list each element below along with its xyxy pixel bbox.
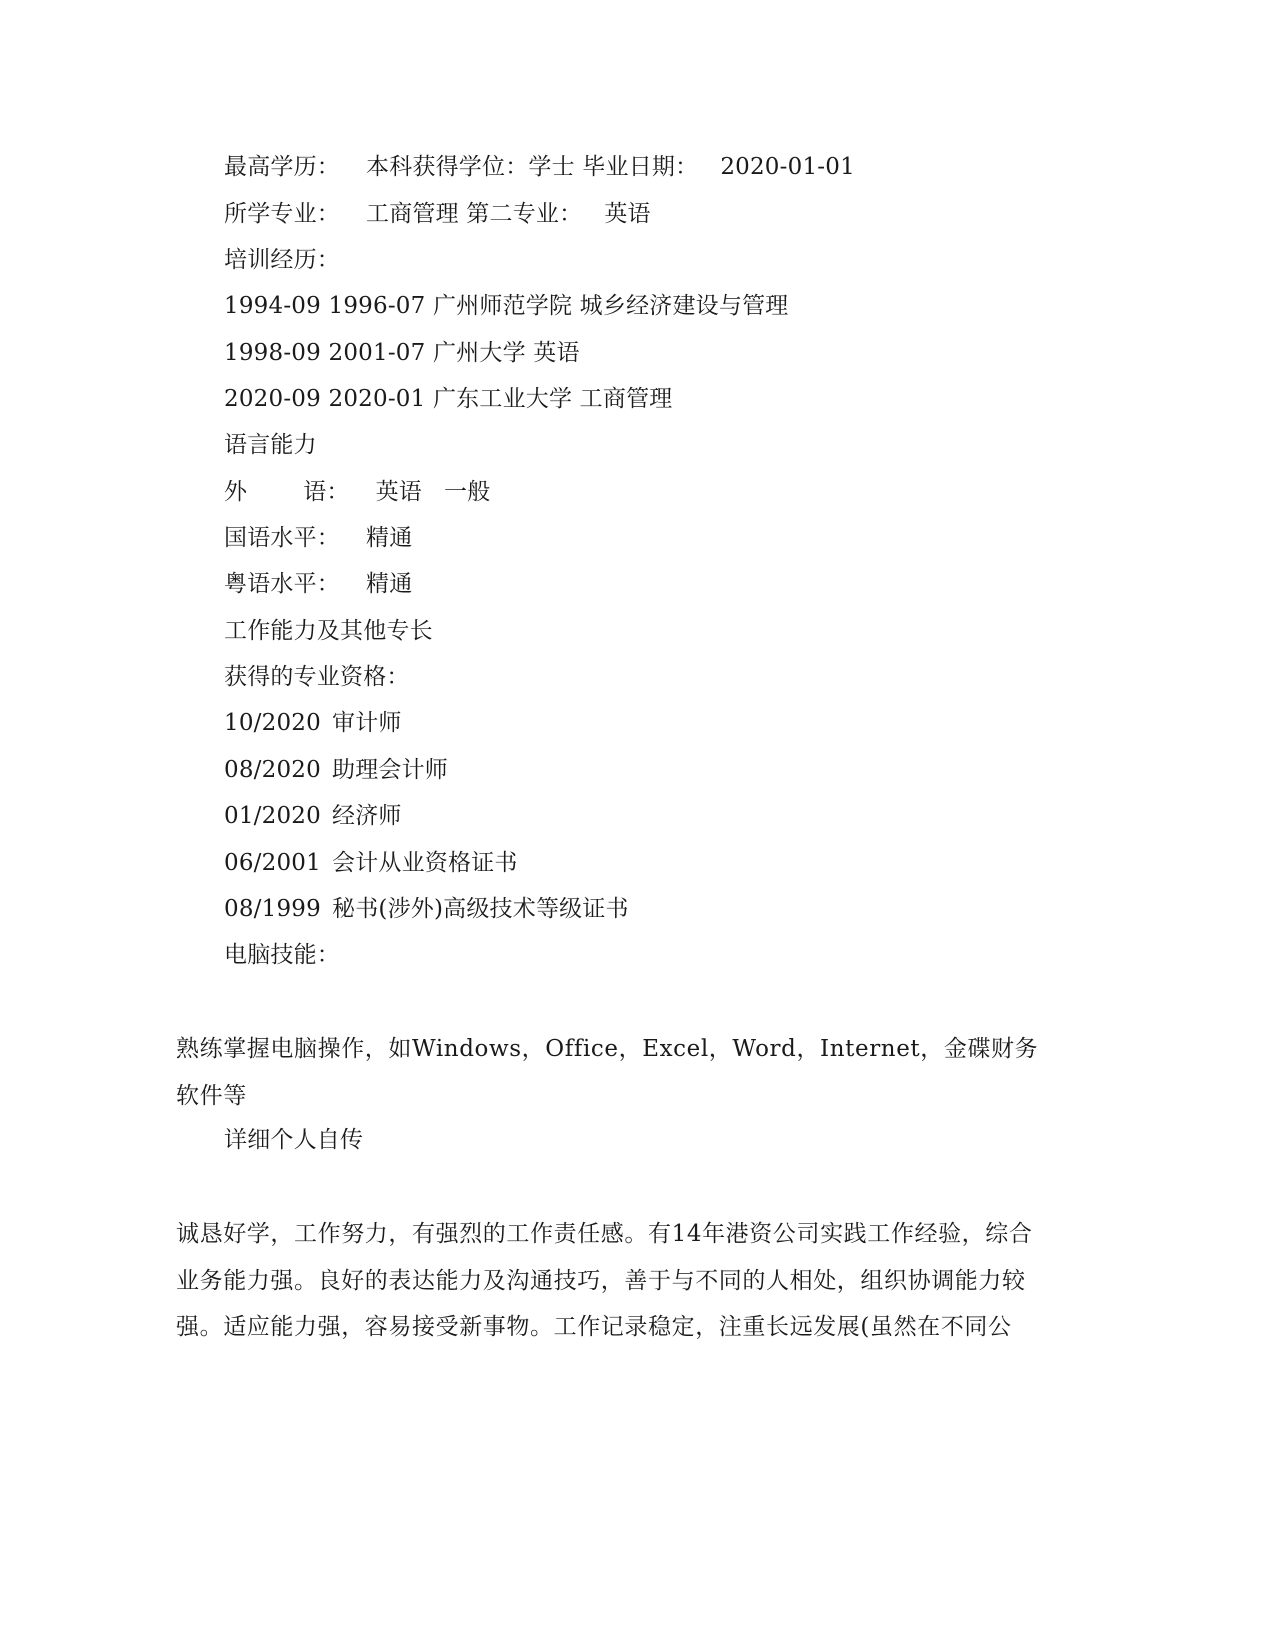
major-value: 工商管理 第二专业：: [366, 201, 583, 227]
foreign-level: 一般: [444, 479, 491, 505]
foreign-label-1: 外: [224, 479, 248, 505]
degree-line: [224, 152, 855, 182]
training-entry: 1998-09 2001-07 广州大学 英语: [224, 340, 580, 366]
computer-skills-heading: 电脑技能：: [224, 942, 340, 968]
cantonese-value: 精通: [366, 571, 413, 597]
major-label: 所学专业：: [224, 201, 340, 227]
computer-skills-text: 熟练掌握电脑操作，如Windows，Office，Excel，Word，Internet，金碟财务软件等: [176, 1036, 1039, 1109]
training-heading: 培训经历：: [224, 247, 340, 273]
training-entry: 1994-09 1996-07 广州师范学院 城乡经济建设与管理: [224, 293, 789, 319]
qualification-item: [224, 755, 448, 785]
qualification-date: 01/2020: [224, 803, 321, 829]
cantonese-line: [224, 569, 412, 599]
bio-text: 诚恳好学，工作努力，有强烈的工作责任感。有14年港资公司实践工作经验，综合业务能力强。良好的表达能力及沟通技巧，善于与不同的人相处，组织协调能力较强。适应能力强，容易接受新事物。工作记录稳定，注重长远发展(虽然在不同公: [176, 1221, 1033, 1340]
degree-label: 最高学历：: [224, 154, 340, 180]
qualification-name: 会计从业资格证书: [332, 850, 518, 876]
qualification-item: [224, 894, 629, 924]
foreign-language-line: [224, 477, 490, 507]
graduation-date: 2020-01-01: [720, 154, 855, 180]
foreign-value: 英语: [375, 479, 423, 505]
qualification-item: [224, 708, 402, 738]
qualification-item: [224, 848, 518, 878]
training-entry: 2020-09 2020-01 广东工业大学 工商管理: [224, 386, 673, 412]
skills-heading: 工作能力及其他专长: [224, 618, 433, 644]
qualification-item: [224, 801, 402, 831]
qualification-date: 10/2020: [224, 710, 321, 736]
qualification-date: 08/1999: [224, 896, 321, 922]
qualifications-heading: 获得的专业资格：: [224, 664, 410, 690]
bio-heading: 详细个人自传: [224, 1127, 364, 1153]
foreign-label-2: 语：: [303, 479, 350, 505]
qualification-name: 秘书(涉外)高级技术等级证书: [332, 896, 629, 922]
second-major: 英语: [604, 201, 651, 227]
qualification-date: 06/2001: [224, 850, 321, 876]
mandarin-label: 国语水平：: [224, 525, 340, 551]
mandarin-value: 精通: [366, 525, 413, 551]
qualification-name: 助理会计师: [332, 757, 448, 783]
qualification-name: 审计师: [332, 710, 402, 736]
qualification-date: 08/2020: [224, 757, 321, 783]
degree-value: 本科获得学位：学士 毕业日期：: [366, 154, 699, 180]
major-line: [224, 199, 651, 229]
qualification-name: 经济师: [332, 803, 402, 829]
mandarin-line: [224, 523, 412, 553]
language-heading: 语言能力: [224, 432, 317, 458]
cantonese-label: 粤语水平：: [224, 571, 340, 597]
